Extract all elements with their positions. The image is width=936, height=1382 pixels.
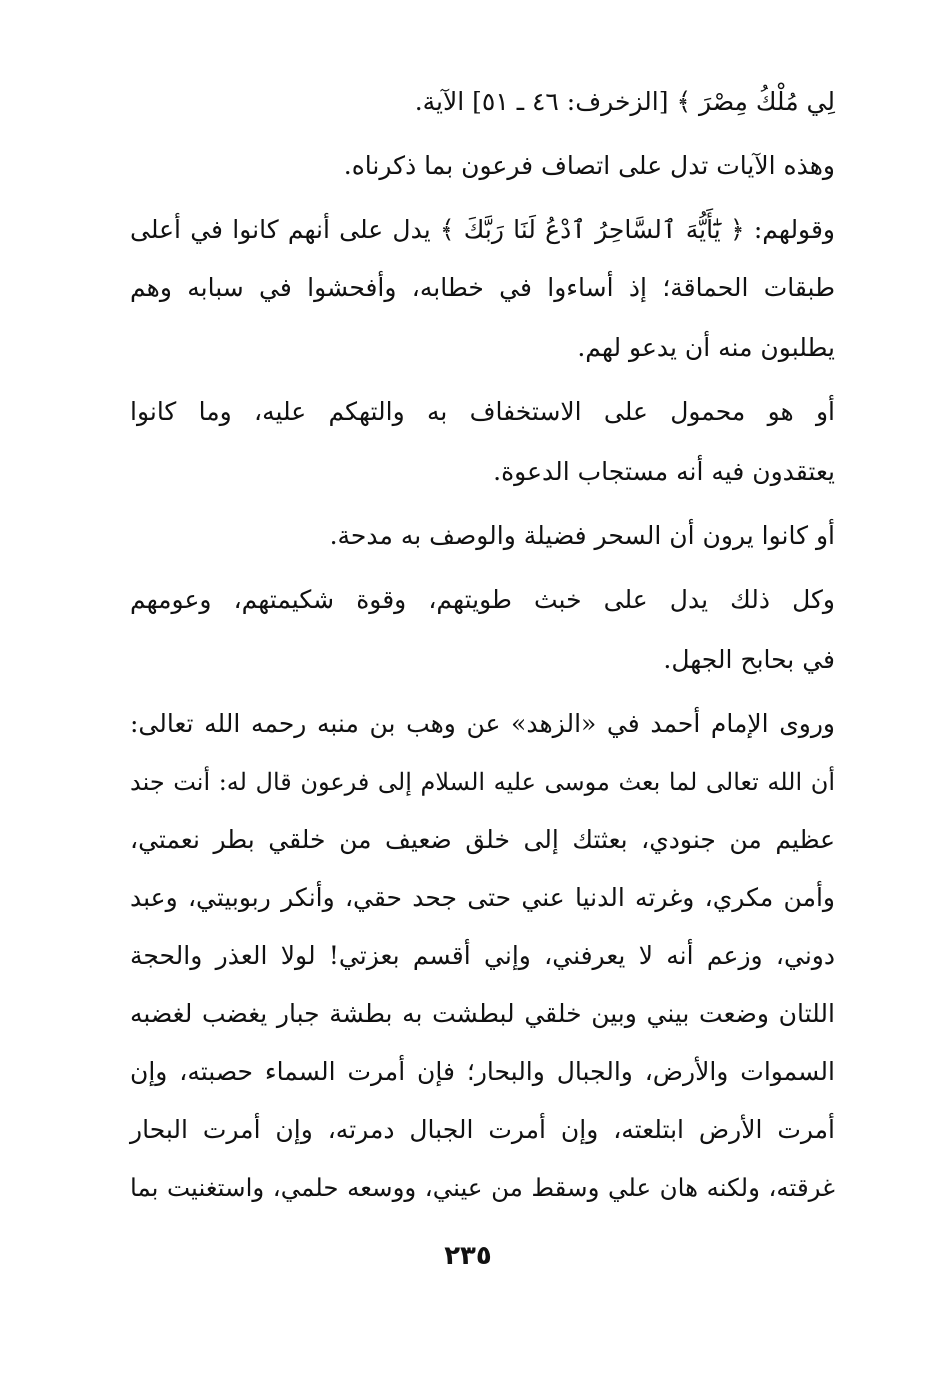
text-line: وأمن مكري، وغرته الدنيا عني حتى جحد حقي، وأنكر ربوبيتي، وعبد <box>130 883 835 912</box>
text-line: أمرت الأرض ابتلعته، وإن أمرت الجبال دمرته، وإن أمرت البحار <box>130 1115 835 1144</box>
text-line: السموات والأرض، والجبال والبحار؛ فإن أمرت السماء حصبته، وإن <box>130 1057 835 1086</box>
text-line: يعتقدون فيه أنه مستجاب الدعوة. <box>493 457 835 486</box>
text-line: في بحابح الجهل. <box>663 645 835 674</box>
text-line: وروى الإمام أحمد في «الزهد» عن وهب بن منبه رحمه الله تعالى: <box>130 709 835 738</box>
text-line: لِي مُلْكُ مِصْرَ ﴾ [الزخرف: ٤٦ ـ ٥١] الآية. <box>414 87 835 116</box>
text-line: يطلبون منه أن يدعو لهم. <box>577 333 835 362</box>
text-line: دوني، وزعم أنه لا يعرفني، وإني أقسم بعزتي! لولا العذر والحجة <box>130 941 835 970</box>
page-number: ٢٣٥ <box>444 1241 492 1271</box>
text-line: غرقته، ولكنه هان علي وسقط من عيني، ووسعه حلمي، واستغنيت بما <box>130 1173 835 1202</box>
text-line: طبقات الحماقة؛ إذ أساءوا في خطابه، وأفحشوا في سبابه وهم <box>130 273 835 302</box>
text-line: وقولهم: ﴿ يَٰٓأَيُّهَ ٱلسَّاحِرُ ٱدْعُ لَنَا رَبَّكَ ﴾ يدل على أنهم كانوا في أعلى <box>130 215 835 244</box>
text-line: أن الله تعالى لما بعث موسى عليه السلام إلى فرعون قال له: أنت جند <box>130 768 836 796</box>
text-line: عظيم من جنودي، بعثتك إلى خلق ضعيف من خلقي بطر نعمتي، <box>130 825 835 854</box>
text-line: اللتان وضعت بيني وبين خلقي لبطشت به بطشة جبار يغضب لغضبه <box>130 999 835 1028</box>
text-line: أو كانوا يرون أن السحر فضيلة والوصف به مدحة. <box>329 521 835 550</box>
text-line: وكل ذلك يدل على خبث طويتهم، وقوة شكيمتهم، وعومهم <box>130 585 835 614</box>
text-line: أو هو محمول على الاستخفاف به والتهكم عليه، وما كانوا <box>130 397 835 426</box>
text-line: وهذه الآيات تدل على اتصاف فرعون بما ذكرناه. <box>343 151 835 180</box>
